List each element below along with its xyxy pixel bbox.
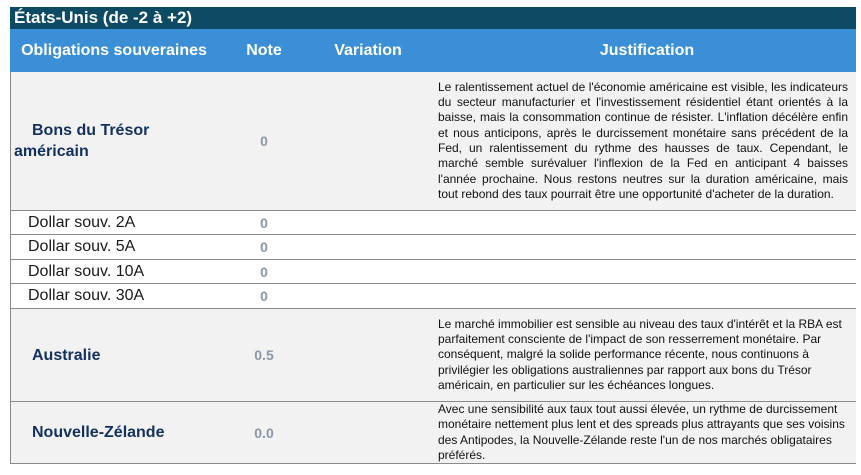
row-score: 0: [260, 239, 268, 255]
table-row: [10, 284, 856, 309]
table-row: [10, 211, 856, 235]
row-name: Nouvelle-Zélande: [32, 424, 165, 441]
row-justification: Avec une sensibilité aux taux tout aussi élevée, un rythme de durcissement monétaire nettement plus lent et des spreads plus attrayants que ses voisins des Antipodes, la Nouvelle-Zélande reste l'un de nos marchés obligataires préférés.: [438, 401, 845, 462]
row-score: 0: [260, 263, 268, 280]
row-name: Dollar souv. 2A: [28, 213, 136, 231]
row-name: Dollar souv. 30A: [28, 287, 145, 304]
table-header: [10, 29, 856, 72]
row-justification: Le ralentissement actuel de l'économie américaine est visible, les indicateurs du secteur manufacturier et l'investissement résidentiel étant orientés à la baisse, mais la consommation continue de résister. L'inflation décélère enfin et nous anticipons, après le durcissement monétaire sans précédent de la Fed, un ralentissement du rythme des hausses de taux. Cependant, le marché semble surévaluer l'inflexion de la Fed en anticipant 4 baisses l'année prochaine. Nous restons neutres sur la duration américaine, mais tout rebond des taux pourrait être une opportunité d'acheter de la duration.: [438, 79, 848, 201]
table-row: [10, 235, 856, 260]
header-variation: Variation: [334, 41, 402, 59]
row-score: 0: [260, 214, 268, 231]
row-name: Dollar souv. 5A: [28, 238, 136, 255]
row-justification: Le marché immobilier est sensible au niveau des taux d'intérêt et la RBA est parfaitement consciente de l'impact de son resserrement monétaire. Par conséquent, malgré la solide performance récente, nous continuons à privilégier les obligations australiennes par rapport aux bons du Trésor américain, en particulier sur les échéances longues.: [438, 316, 842, 392]
header-justification: Justification: [599, 41, 695, 59]
row-score: 0: [260, 288, 268, 304]
table-row: [10, 260, 856, 284]
row-score: 0: [260, 133, 268, 149]
header-obligations: Obligations souveraines: [21, 41, 207, 59]
table-left-border: [10, 72, 11, 464]
row-name: Australie: [32, 346, 101, 364]
table-title: États-Unis (de -2 à +2): [10, 7, 856, 29]
header-note: Note: [246, 41, 282, 59]
table-row: [10, 309, 856, 402]
row-name: Dollar souv. 10A: [28, 262, 145, 280]
row-score: 0.5: [254, 347, 274, 363]
table-row: [10, 402, 856, 464]
table-row: [10, 72, 856, 211]
row-score: 0.0: [254, 424, 274, 441]
row-name: Bons du Trésor américain: [14, 122, 150, 160]
